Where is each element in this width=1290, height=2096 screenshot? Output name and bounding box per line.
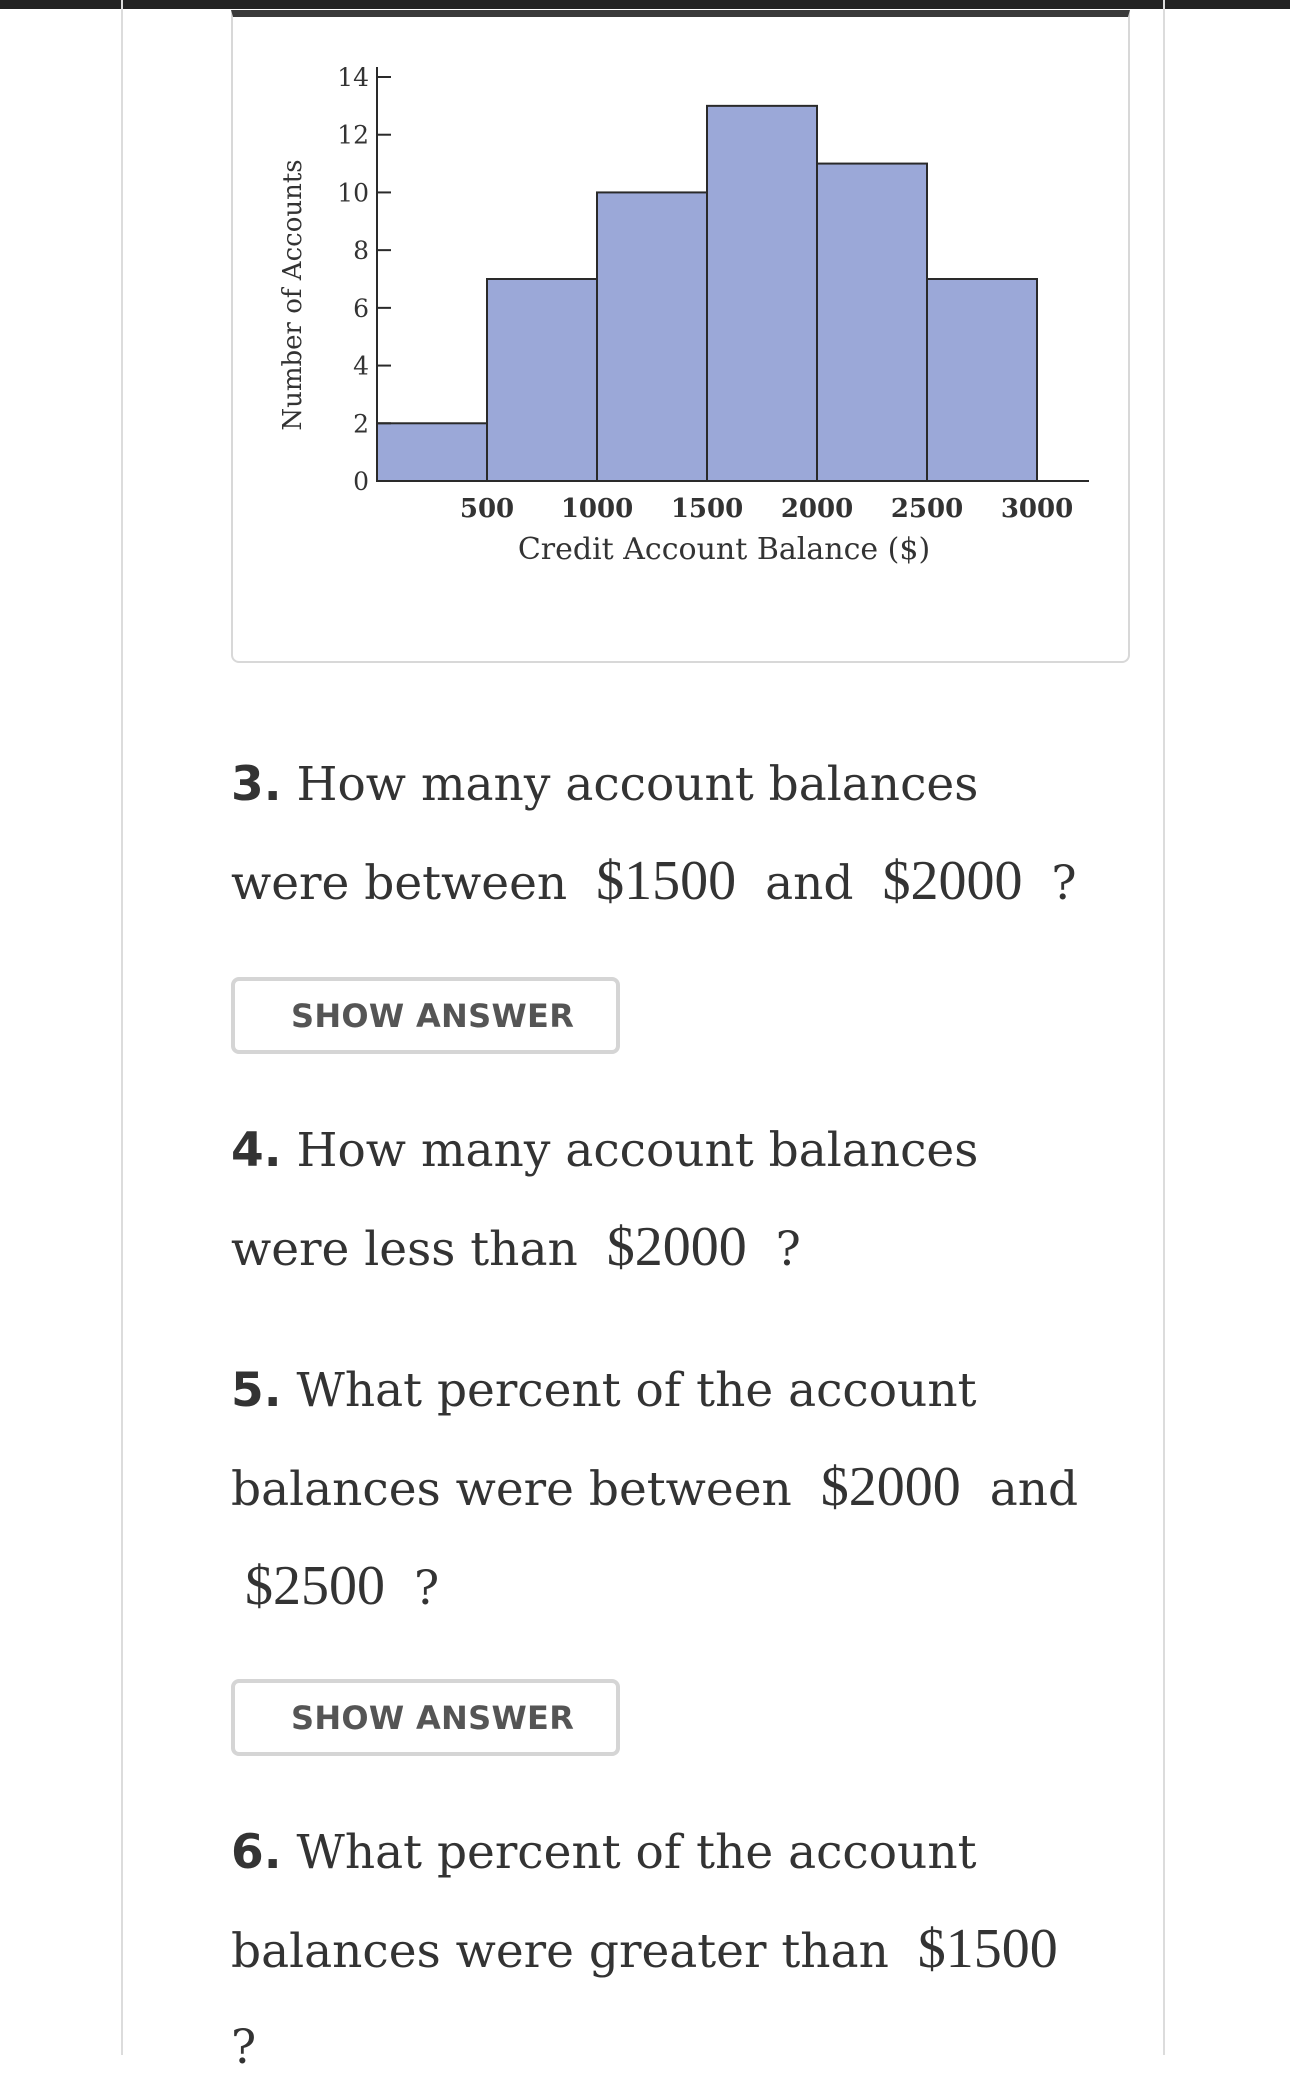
money-value: $2500 bbox=[245, 1555, 385, 1617]
question-number: 4. bbox=[231, 1123, 282, 1178]
question-mark: ? bbox=[231, 2020, 257, 2075]
question-text: How many account balances were less than bbox=[231, 1123, 979, 1277]
question-text: What percent of the account balances were between bbox=[231, 1363, 977, 1517]
question-mark: ? bbox=[1051, 856, 1077, 911]
y-tick-label: 6 bbox=[353, 293, 369, 323]
y-tick-label: 0 bbox=[353, 467, 369, 496]
x-tick-label: 1500 bbox=[670, 494, 744, 524]
x-tick-label: 2000 bbox=[780, 494, 854, 524]
x-tick-label: 2500 bbox=[890, 494, 964, 524]
question-text: and bbox=[765, 856, 854, 911]
x-tick-label: 3000 bbox=[1000, 494, 1074, 524]
histogram-bar bbox=[927, 279, 1037, 481]
histogram-bar bbox=[817, 164, 927, 481]
x-axis-label: Credit Account Balance ($) bbox=[517, 532, 931, 567]
histogram-figure bbox=[231, 10, 1130, 663]
question-5 bbox=[231, 1343, 1111, 1637]
question-text: How many account balances were between bbox=[231, 757, 979, 911]
show-answer-button[interactable]: SHOW ANSWER bbox=[231, 1679, 620, 1756]
y-tick-label: 4 bbox=[353, 351, 369, 381]
show-answer-button[interactable]: SHOW ANSWER bbox=[231, 977, 620, 1054]
histogram-bar bbox=[377, 423, 487, 481]
money-value: $1500 bbox=[917, 1918, 1058, 1980]
question-text: What percent of the account balances were greater than bbox=[231, 1825, 977, 1979]
y-tick-label: 12 bbox=[337, 120, 369, 150]
money-value: $2000 bbox=[820, 1456, 961, 1518]
question-number: 3. bbox=[231, 757, 282, 812]
y-tick-label: 10 bbox=[337, 178, 369, 208]
question-4 bbox=[231, 1103, 1111, 1298]
x-tick-label: 1000 bbox=[560, 494, 634, 524]
question-mark: ? bbox=[413, 1561, 440, 1616]
x-tick-label: 500 bbox=[459, 494, 515, 524]
question-number: 5. bbox=[231, 1363, 282, 1418]
question-3 bbox=[231, 737, 1111, 932]
histogram-bar bbox=[707, 106, 817, 481]
y-tick-label: 14 bbox=[337, 63, 369, 92]
question-number: 6. bbox=[231, 1825, 282, 1880]
y-tick-label: 8 bbox=[353, 236, 369, 266]
money-value: $2000 bbox=[606, 1216, 747, 1278]
histogram-chart bbox=[233, 17, 1128, 661]
money-value: $1500 bbox=[596, 850, 737, 912]
question-mark: ? bbox=[775, 1222, 801, 1277]
y-tick-label: 2 bbox=[353, 409, 369, 439]
question-text: and bbox=[989, 1462, 1079, 1517]
y-axis-label: Number of Accounts bbox=[278, 159, 308, 431]
question-6 bbox=[231, 1805, 1111, 2096]
money-value: $2000 bbox=[882, 850, 1023, 912]
histogram-bar bbox=[597, 192, 707, 481]
histogram-bar bbox=[487, 279, 597, 481]
